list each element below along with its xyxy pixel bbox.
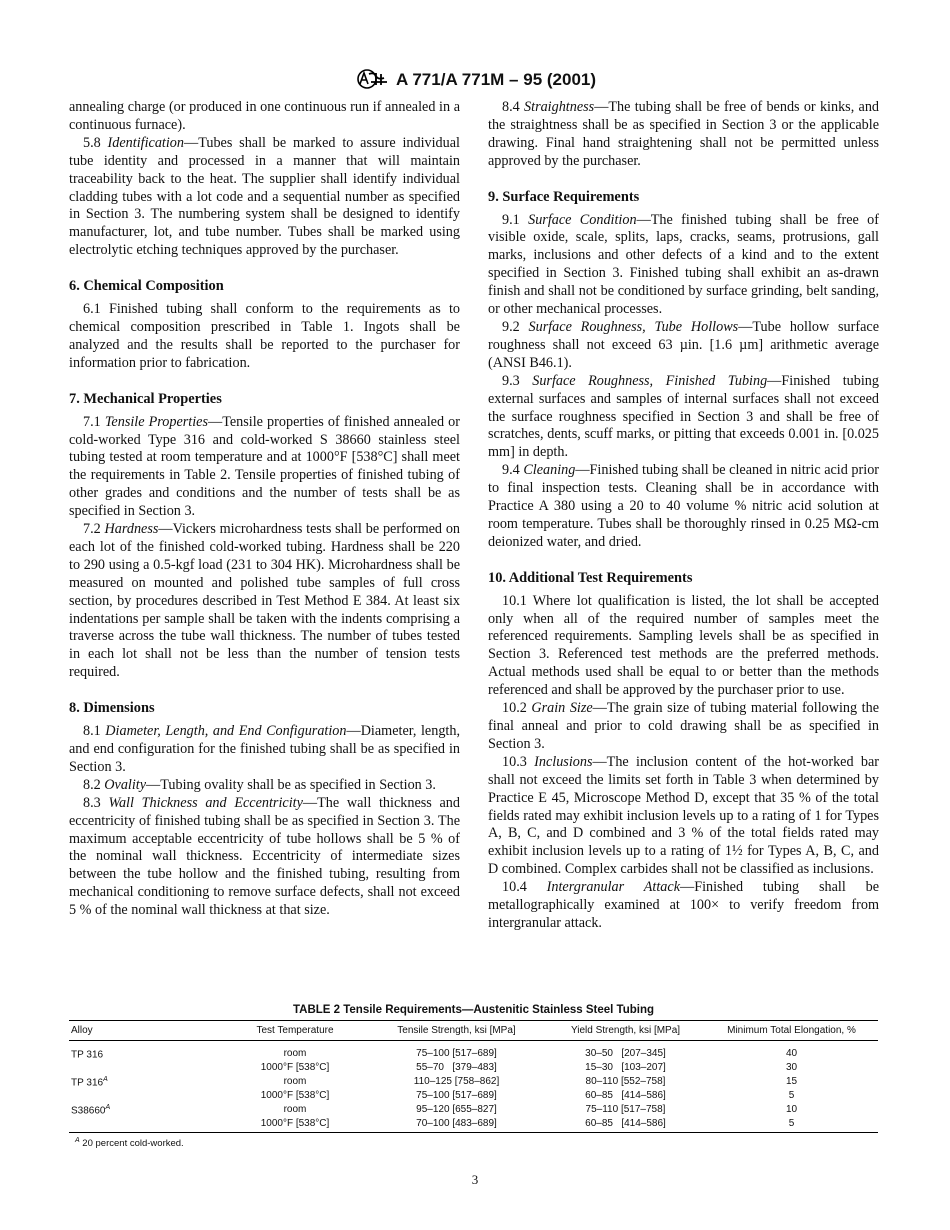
cell-test-temperature: 1000°F [538°C] bbox=[223, 1118, 367, 1133]
paragraph bbox=[488, 462, 879, 552]
table-row bbox=[69, 1074, 878, 1090]
right-column bbox=[488, 99, 879, 933]
tensile-requirements-table bbox=[69, 1004, 878, 1150]
footnote-text: 20 percent cold-worked. bbox=[79, 1138, 184, 1150]
cell-test-temperature: 1000°F [538°C] bbox=[260, 1089, 330, 1101]
paragraph-text: —The inclusion content of the hot-worked bar shall not exceed the limits set forth in Table 3 when determined by Practice E 45, Microscope Method D, except that 35 % of the total fields rated may exhibit inclusion levels up to a rating of 1 for Types A, B, C, and D combined and 3 % of the total fields rated may exhibit inclusion levels up to a rating of 1½ for Types A, B, C, and D combined. Complex carbides shall not be classified as inclusions. bbox=[488, 753, 879, 878]
header-elongation: Minimum Total Elongation, % bbox=[705, 1021, 878, 1041]
paragraph-number: 5.8 bbox=[83, 134, 101, 151]
paragraph-title: Intergranular Attack bbox=[546, 879, 680, 896]
paragraph-text: —Tubes shall be marked to assure individual tube identity and processed in a manner that will maintain traceability back to the heat. The supplier shall identify individual cladding tubes with a lot code and a sequential number as specified in Section 3. The numbering system shall be designed to identify manufacturer, lot, and tube number. Tubes shall be marked using electrolytic etching techniques approved by the purchaser. bbox=[69, 134, 460, 259]
alloy-footnote-mark: A bbox=[105, 1104, 111, 1112]
cell-test-temperature: 1000°F [538°C] bbox=[260, 1061, 330, 1073]
paragraph bbox=[69, 135, 460, 260]
cell-yield-strength: 15–30 [103–207] bbox=[585, 1061, 666, 1073]
paragraph-text: —Finished tubing shall be cleaned in nitric acid prior to final inspection tests. Cleaning shall be in accordance with Practice A 380 using a 20 to 40 volume % nitric acid solution at room temperature. Tubes shall be thoroughly rinsed in 0.25 MΩ-cm deionized water, and dried. bbox=[488, 462, 880, 550]
paragraph bbox=[69, 99, 460, 135]
cell-tensile-strength: 55–70 [379–483] bbox=[416, 1061, 497, 1073]
table-footnote bbox=[69, 1137, 878, 1149]
paragraph-text: —Vickers microhardness tests shall be performed on each lot of the finished cold-worked tubing. Hardness shall be 220 to 290 using a 0.5-kgf load (231 to 304 HK). Microhardness shall be measured on mounted and polished tube samples of full cross section, by procedures described in Test Method E 384. At least six indentations per sample shall be taken with the indents comprising a traverse across the tube wall thickness. The number of tubes tested in each lot shall not be less than the number of tension tests required. bbox=[69, 521, 461, 681]
section-heading: 6. Chemical Composition bbox=[69, 278, 224, 295]
paragraph-text: —The tubing shall be free of bends or kinks, and the straightness shall be as specified in Section 3 or the applicable drawing. Final hand straightening shall not be permitted unless approved by the purchaser. bbox=[488, 99, 880, 169]
paragraph bbox=[488, 754, 879, 879]
paragraph bbox=[69, 795, 460, 920]
paragraph-number: 7.1 bbox=[83, 413, 101, 430]
left-column bbox=[69, 99, 460, 920]
paragraph bbox=[69, 777, 460, 795]
paragraph-title: Straightness bbox=[524, 99, 595, 115]
paragraph-number: 10.4 bbox=[502, 879, 527, 896]
paragraph-number: 9.4 bbox=[502, 462, 520, 479]
paragraph bbox=[69, 723, 460, 777]
cell-alloy bbox=[69, 1041, 223, 1062]
paragraph-text: Finished tubing shall conform to the requirements as to chemical composition prescribed in Table 1. Ingots shall be analyzed and the results shall be reported to the purchaser for information prior to fabrication. bbox=[69, 301, 461, 371]
paragraph-number: 10.3 bbox=[502, 753, 527, 770]
paragraph-number: 8.2 bbox=[83, 776, 101, 793]
paragraph-text: —Tensile properties of finished annealed or cold-worked Type 316 and cold-worked S 38660 stainless steel tubing tested at room temperature and at 1000°F [538°C] shall meet the requirements in Table 2. Tensile properties of finished tubing of other grades and conditions and the number of tests shall be as specified in Section 3. bbox=[69, 413, 460, 520]
paragraph-number: 10.2 bbox=[502, 700, 527, 717]
cell-elongation: 40 bbox=[785, 1047, 798, 1059]
paragraph-title: Inclusions bbox=[534, 753, 593, 770]
paragraph-title: Grain Size bbox=[531, 700, 593, 717]
paragraph-number: 9.3 bbox=[502, 372, 520, 389]
paragraph-title: Surface Condition bbox=[528, 211, 637, 228]
paragraph-number: 7.2 bbox=[83, 521, 101, 538]
cell-yield-strength: 80–110 [552–758] bbox=[585, 1075, 666, 1087]
paragraph-number: 10.1 bbox=[502, 592, 527, 609]
paragraph bbox=[488, 593, 879, 700]
paragraph-title: Surface Roughness, Finished Tubing bbox=[532, 372, 768, 389]
header-test-temperature: Test Temperature bbox=[223, 1021, 367, 1041]
paragraph-text: annealing charge (or produced in one continuous run if annealed in a continuous furnace). bbox=[69, 99, 460, 133]
table-row bbox=[69, 1041, 878, 1062]
table-row bbox=[69, 1062, 878, 1074]
header-alloy: Alloy bbox=[69, 1021, 223, 1041]
cell-alloy bbox=[69, 1090, 223, 1102]
paragraph-text: —Finished tubing external surfaces and samples of internal surfaces shall not exceed the surface roughness specified in Section 3 and shall be free of scratches, dents, scuff marks, or pitting that exceeds 0.001 in. [0.025 mm] in depth. bbox=[488, 372, 879, 461]
cell-tensile-strength: 70–100 [483–689] bbox=[367, 1118, 546, 1133]
cell-test-temperature: room bbox=[283, 1075, 307, 1087]
paragraph-text: —The finished tubing shall be free of visible oxide, scale, splits, laps, cracks, seams, protrusions, gall marks, inclusions and other defects of a kind and to the extent specified in Section 3. Finished tubing shall exhibit an as-drawn finish and shall not be conditioned by surface grinding, belt sanding, or other mechanical processes. bbox=[488, 211, 880, 318]
paragraph-number: 6.1 bbox=[83, 301, 101, 318]
page-header bbox=[0, 68, 950, 95]
header-tensile-strength: Tensile Strength, ksi [MPa] bbox=[367, 1021, 546, 1041]
cell-yield-strength: 30–50 [207–345] bbox=[585, 1047, 666, 1059]
header-yield-strength: Yield Strength, ksi [MPa] bbox=[546, 1021, 705, 1041]
paragraph-text: Where lot qualification is listed, the lot shall be accepted only when all of the required number of samples meet the referenced requirements. Sampling levels shall be as specified in Section 3. Referenced test methods are the preferred methods. Actual methods used shall be equal to or better than the methods referenced and shall be approved by the purchaser prior to use. bbox=[488, 592, 879, 699]
table-row bbox=[69, 1118, 878, 1133]
section-heading: 7. Mechanical Properties bbox=[69, 390, 222, 407]
cell-alloy bbox=[69, 1102, 223, 1118]
paragraph-number: 8.1 bbox=[83, 723, 101, 740]
alloy-name: TP 316 bbox=[71, 1049, 104, 1061]
paragraph-title: Ovality bbox=[104, 776, 147, 793]
paragraph bbox=[488, 212, 879, 319]
section-heading: 9. Surface Requirements bbox=[488, 188, 640, 205]
page-number: 3 bbox=[471, 1172, 479, 1187]
paragraph-title: Wall Thickness and Eccentricity bbox=[108, 794, 303, 811]
footnote-mark: A bbox=[75, 1137, 80, 1145]
paragraph bbox=[488, 319, 879, 373]
table-row bbox=[69, 1102, 878, 1118]
cell-elongation: 15 bbox=[785, 1075, 798, 1087]
cell-yield-strength: 60–85 [414–586] bbox=[546, 1118, 705, 1133]
cell-tensile-strength: 110–125 [758–862] bbox=[413, 1075, 500, 1087]
cell-elongation: 5 bbox=[705, 1118, 878, 1133]
cell-alloy bbox=[69, 1118, 223, 1133]
paragraph-number: 9.2 bbox=[502, 318, 520, 335]
paragraph-title: Surface Roughness, Tube Hollows bbox=[528, 318, 739, 335]
cell-elongation: 10 bbox=[785, 1103, 798, 1115]
astm-logo-icon bbox=[354, 68, 392, 95]
paragraph bbox=[69, 521, 460, 682]
cell-alloy bbox=[69, 1062, 223, 1074]
paragraph-text: —The wall thickness and eccentricity of finished tubing shall be as specified in Section 3. The maximum acceptable eccentricity of tube hollows shall be 5 % of the nominal wall thickness. Eccentricity of intermediate sizes between the tube hollow and the finished tubing, resulting from mechanical conditioning to remove surface defects, shall not exceed 5 % of the nominal wall thickness at that size. bbox=[69, 794, 460, 919]
table-header-row bbox=[69, 1021, 878, 1041]
paragraph-text: —Tube hollow surface roughness shall not exceed 63 µin. [1.6 µm] arithmetic average (ANSI B46.1). bbox=[488, 318, 879, 371]
paragraph bbox=[69, 301, 460, 373]
cell-alloy bbox=[69, 1074, 223, 1090]
paragraph-text: —Finished tubing shall be metallographically examined at 100× to verify freedom from intergranular attack. bbox=[488, 879, 879, 931]
cell-test-temperature: room bbox=[283, 1047, 307, 1059]
paragraph bbox=[488, 373, 879, 463]
paragraph-title: Tensile Properties bbox=[104, 413, 208, 430]
table-title: TABLE 2 Tensile Requirements—Austenitic Stainless Steel Tubing bbox=[292, 1004, 655, 1016]
section-heading: 8. Dimensions bbox=[69, 700, 155, 717]
paragraph-number: 9.1 bbox=[502, 211, 520, 228]
paragraph-text: —Diameter, length, and end configuration for the finished tubing shall be as specified in Section 3. bbox=[69, 723, 460, 775]
cell-yield-strength: 75–110 [517–758] bbox=[585, 1103, 666, 1115]
cell-tensile-strength: 75–100 [517–689] bbox=[416, 1089, 497, 1101]
paragraph bbox=[488, 99, 879, 171]
paragraph bbox=[69, 414, 460, 521]
paragraph bbox=[488, 700, 879, 754]
paragraph bbox=[488, 879, 879, 933]
paragraph-title: Cleaning bbox=[523, 462, 576, 479]
cell-yield-strength: 60–85 [414–586] bbox=[585, 1089, 666, 1101]
paragraph-title: Hardness bbox=[104, 521, 159, 538]
cell-tensile-strength: 75–100 [517–689] bbox=[416, 1047, 497, 1059]
paragraph-number: 8.4 bbox=[502, 99, 520, 115]
paragraph-text: —Tubing ovality shall be as specified in Section 3. bbox=[146, 776, 436, 793]
cell-test-temperature: room bbox=[283, 1103, 307, 1115]
paragraph-number: 8.3 bbox=[83, 794, 101, 811]
cell-elongation: 5 bbox=[788, 1089, 795, 1101]
cell-elongation: 30 bbox=[785, 1061, 798, 1073]
document-designation: A 771/A 771M – 95 (2001) bbox=[395, 70, 597, 89]
paragraph-title: Diameter, Length, and End Configuration bbox=[105, 723, 347, 740]
alloy-footnote-mark: A bbox=[103, 1076, 108, 1084]
table-row bbox=[69, 1090, 878, 1102]
section-heading: 10. Additional Test Requirements bbox=[488, 569, 693, 586]
alloy-name: TP 316 bbox=[71, 1077, 104, 1089]
alloy-name: S38660 bbox=[71, 1105, 106, 1117]
cell-tensile-strength: 95–120 [655–827] bbox=[416, 1103, 497, 1115]
paragraph-text: —The grain size of tubing material following the final anneal and prior to cold drawing shall be as specified in Section 3. bbox=[488, 700, 879, 752]
paragraph-title: Identification bbox=[107, 134, 184, 151]
